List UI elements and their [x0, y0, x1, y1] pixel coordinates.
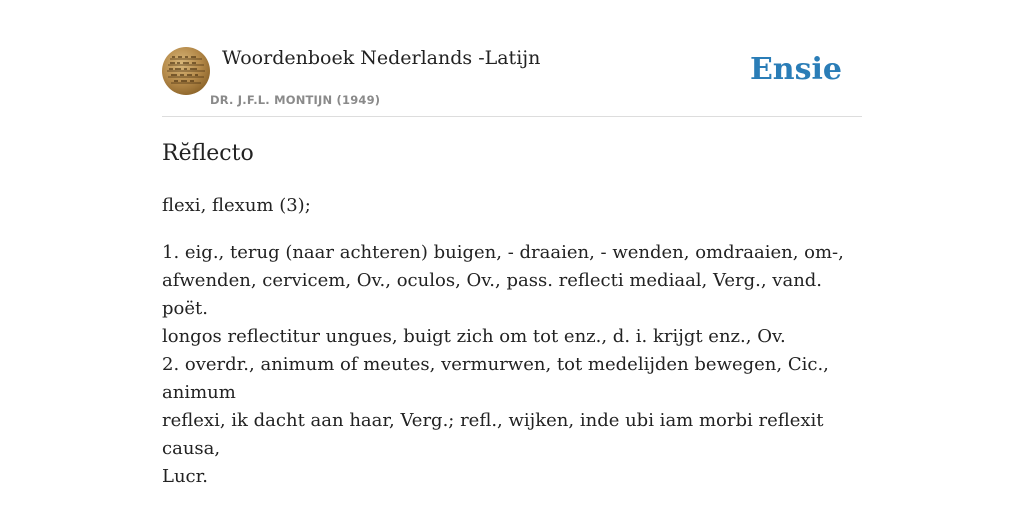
definition-line: longos reflectitur ungues, buigt zich om tot enz., d. i. krijgt enz., Ov. [162, 326, 786, 347]
definition-line: Lucr. [162, 466, 208, 487]
definition-line: 1. eig., terug (naar achteren) buigen, - draaien, - wenden, omdraaien, om-, [162, 242, 844, 263]
definition-line: 2. overdr., animum of meutes, vermurwen, tot medelijden bewegen, Cic., animum [162, 354, 829, 403]
latin-inscription-seal-icon [162, 47, 210, 95]
definition-line: reflexi, ik dacht aan haar, Verg.; refl., wijken, inde ubi iam morbi reflexit causa, [162, 410, 824, 459]
book-header [162, 46, 862, 117]
entry-headword: Rĕflecto [162, 141, 254, 166]
entry-definition [162, 192, 862, 491]
entry-forms: flexi, flexum (3); [162, 195, 311, 216]
definition-line: afwenden, cervicem, Ov., oculos, Ov., pass. reflecti mediaal, Verg., vand. poët. [162, 270, 823, 319]
brand-logo-link[interactable]: Ensie [749, 52, 842, 87]
book-author: DR. J.F.L. MONTIJN (1949) [210, 93, 381, 107]
book-title[interactable]: Woordenboek Nederlands -Latijn [222, 47, 541, 69]
